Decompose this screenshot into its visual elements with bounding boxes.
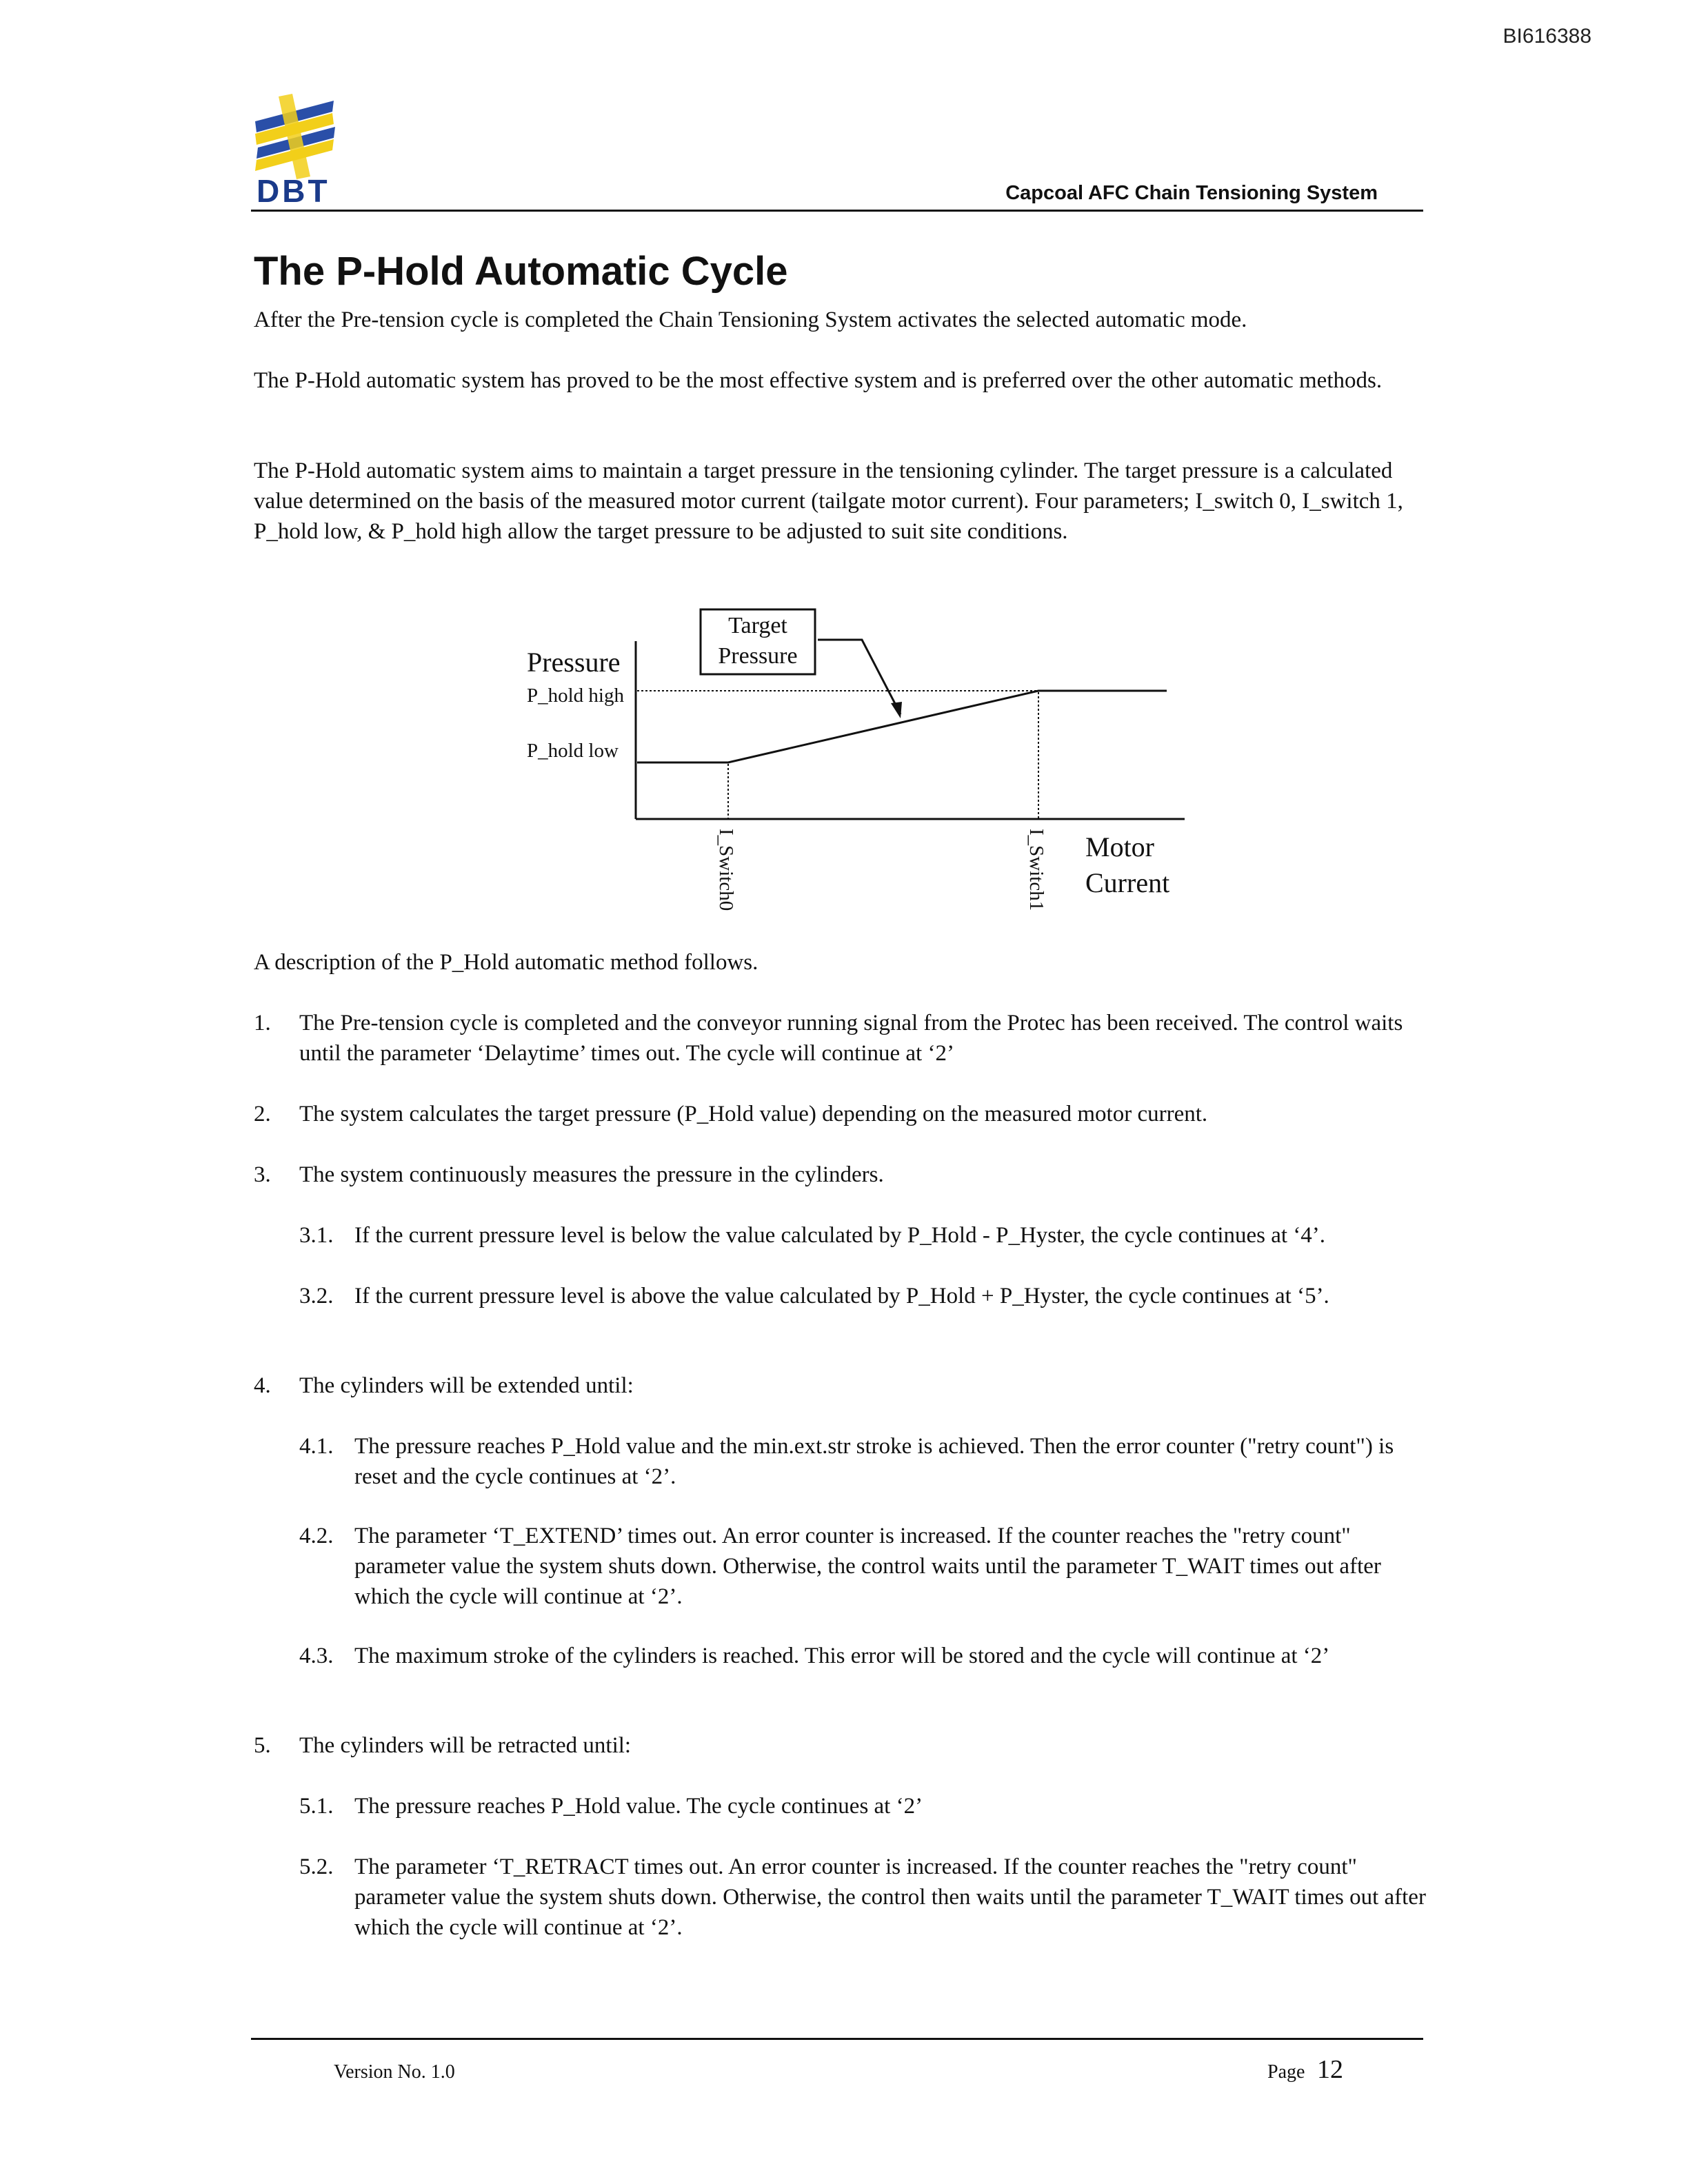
callout-line2: Pressure — [718, 643, 798, 669]
footer-rule — [251, 2038, 1423, 2040]
bates-number: BI616388 — [1503, 25, 1591, 48]
step-number: 3. — [254, 1162, 271, 1187]
step-number: 5. — [254, 1733, 271, 1758]
list-intro: A description of the P_Hold automatic method follows. — [254, 950, 758, 975]
x-axis-label-line2: Current — [1085, 867, 1170, 898]
substep-number: 5.1. — [299, 1794, 334, 1819]
callout-arrowhead — [891, 702, 902, 718]
substep-text: The maximum stroke of the cylinders is reached. This error will be stored and the cycle will continue at ‘2’ — [354, 1644, 1330, 1668]
step-text: The system continuously measures the pressure in the cylinders. — [299, 1162, 884, 1187]
substep-text: The parameter ‘T_RETRACT times out. An error counter is increased. If the counter reaches the "retry count" parameter value the system shuts down. Otherwise, the control then waits until the parameter T_WAIT times out after which the cycle will continue at ‘2’. — [354, 1854, 1426, 1940]
step-text: The Pre-tension cycle is completed and the conveyor running signal from the Protec has been received. The control waits until the parameter ‘Delaytime’ times out. The cycle will continue at ‘2’ — [299, 1011, 1403, 1066]
step-number: 1. — [254, 1011, 271, 1035]
substep-text: The parameter ‘T_EXTEND’ times out. An error counter is increased. If the counter reaches the "retry count" parameter value the system shuts down. Otherwise, the control waits until the parameter T_WAIT times out after which the cycle will continue at ‘2’. — [354, 1524, 1381, 1609]
substep-number: 4.1. — [299, 1434, 334, 1459]
p-hold-diagram — [510, 598, 1214, 929]
section-heading: The P-Hold Automatic Cycle — [254, 249, 788, 294]
substep-text: If the current pressure level is above the value calculated by P_Hold + P_Hyster, the cycle continues at ‘5’. — [354, 1284, 1329, 1308]
callout-line1: Target — [728, 613, 787, 638]
p-hold-low-label: P_hold low — [527, 740, 619, 762]
step-text: The cylinders will be extended until: — [299, 1373, 634, 1398]
switch1-label: I_Switch1 — [1025, 829, 1047, 911]
paragraph-3: The P-Hold automatic system aims to maintain a target pressure in the tensioning cylinder. The target pressure is a calculated value determined on the basis of the measured motor current (tailgate motor current). Four parameters; I_switch 0, I_switch 1, P_hold low, & P_hold high allow the target pressure to be adjusted to suit site conditions. — [254, 458, 1403, 544]
paragraph-2: The P-Hold automatic system has proved to be the most effective system and is preferred over the other automatic methods. — [254, 368, 1383, 393]
substep-text: The pressure reaches P_Hold value. The cycle continues at ‘2’ — [354, 1794, 923, 1819]
substep-text: The pressure reaches P_Hold value and the min.ext.str stroke is achieved. Then the error counter ("retry count") is reset and the cycle continues at ‘2’. — [354, 1434, 1394, 1489]
version-label: Version No. 1.0 — [334, 2061, 455, 2083]
p-hold-high-label: P_hold high — [527, 685, 624, 707]
paragraph-1: After the Pre-tension cycle is completed the Chain Tensioning System activates the selected automatic mode. — [254, 307, 1247, 332]
step-number: 4. — [254, 1373, 271, 1398]
header-rule — [251, 210, 1423, 212]
document-title: Capcoal AFC Chain Tensioning System — [1005, 182, 1378, 204]
page-label: Page — [1267, 2061, 1305, 2083]
step-number: 2. — [254, 1102, 271, 1126]
target-pressure-curve — [637, 691, 1167, 762]
page-number: 12 — [1317, 2055, 1343, 2084]
substep-number: 5.2. — [299, 1854, 334, 1879]
substep-number: 3.2. — [299, 1284, 334, 1308]
logo-text: DBT — [257, 173, 330, 209]
x-axis-label-line1: Motor — [1085, 831, 1154, 862]
y-axis-label: Pressure — [527, 647, 621, 678]
substep-number: 4.2. — [299, 1524, 334, 1548]
callout-arrow — [818, 640, 901, 714]
substep-text: If the current pressure level is below the value calculated by P_Hold - P_Hyster, the cycle continues at ‘4’. — [354, 1223, 1326, 1248]
substep-number: 4.3. — [299, 1644, 334, 1668]
step-text: The system calculates the target pressure (P_Hold value) depending on the measured motor current. — [299, 1102, 1208, 1126]
substep-number: 3.1. — [299, 1223, 334, 1248]
switch0-label: I_Switch0 — [715, 829, 737, 911]
step-text: The cylinders will be retracted until: — [299, 1733, 632, 1758]
